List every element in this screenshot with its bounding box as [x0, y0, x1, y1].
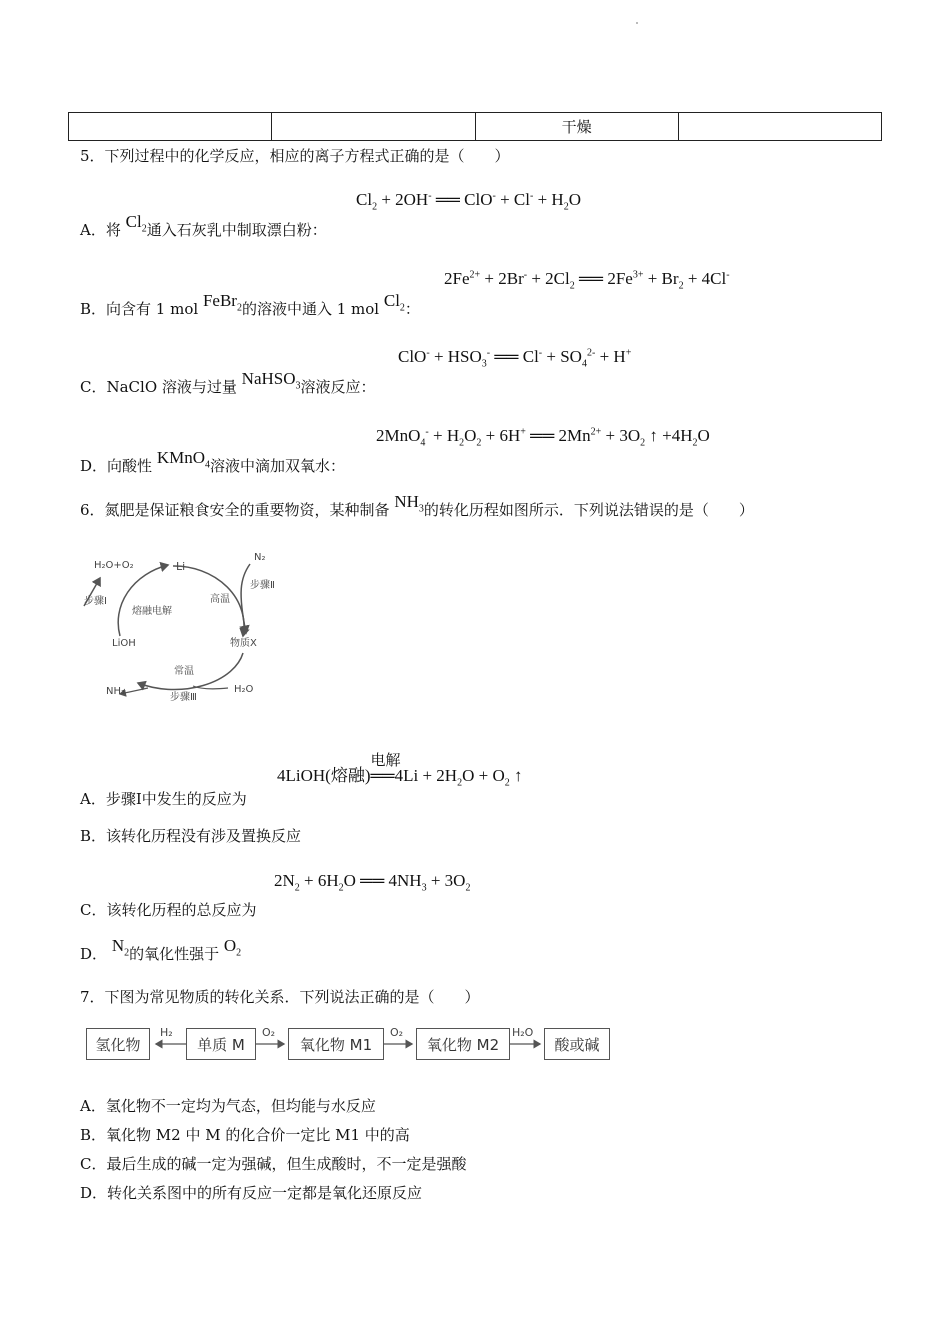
q6-stem-formula	[394, 492, 424, 515]
q5-d-tail: 溶液中滴加双氧水：	[209, 457, 345, 475]
flow-box-element-m: 单质 M	[186, 1028, 256, 1060]
diag-h2o: H₂O	[234, 684, 254, 695]
q5-d-label: D．向酸性	[80, 457, 153, 475]
n2-arrow	[241, 564, 250, 633]
cycle-arc-top-right	[173, 566, 244, 636]
q5-eq-a: $Cl_2 + 2OH^-$ ══ $ClO^- + Cl^- + H_2O$	[356, 190, 581, 213]
q6-stem-formula-text: NH	[394, 492, 419, 511]
flow-box-hydride: 氢化物	[86, 1028, 150, 1060]
diag-li: Li	[176, 560, 186, 573]
diag-step3: 步骤Ⅲ	[170, 692, 197, 703]
q6-eq-a: 4LiOH(熔融) 电解 ══4Li + $2H_2O + O_2$ ↑	[277, 761, 522, 788]
q6-d-formula-sub: 2	[124, 947, 130, 959]
diag-step1: 步骤Ⅰ	[84, 596, 107, 607]
q5-d-formula-sub: 4	[204, 459, 210, 471]
q5-b-mid: 的溶液中通入 1 mol	[241, 300, 380, 318]
q7-option-b: B．氧化物 M2 中 M 的化合价一定比 M1 中的高	[80, 1126, 410, 1144]
q5-b-formula2-sub: 2	[399, 302, 405, 314]
arrow-o2-1-label: O₂	[262, 1026, 276, 1039]
top-table	[68, 112, 882, 141]
flow-box-oxide-m2: 氧化物 M2	[416, 1028, 510, 1060]
q6-option-c: C．该转化历程的总反应为	[80, 901, 257, 919]
diag-wuzhi: 物质X	[230, 638, 257, 649]
q6-stem	[80, 492, 754, 527]
arrow-o2-2-label: O₂	[390, 1026, 404, 1039]
q6-d-label: D．	[80, 945, 108, 963]
diag-gaowen: 高温	[210, 594, 230, 605]
flow-box-acid-base: 酸或碱	[544, 1028, 610, 1060]
q5-option-b	[80, 291, 420, 326]
q5-b-formula-text: FeBr	[202, 291, 237, 310]
q5-c-formula	[241, 369, 301, 392]
diag-lioh: LiOH	[112, 638, 136, 649]
q5-b-tail: ：	[404, 300, 420, 318]
flow-arrows	[150, 1022, 550, 1066]
q6-d-formula2	[223, 936, 242, 959]
q5-option-d	[80, 448, 345, 483]
q5-c-tail: 溶液反应：	[300, 378, 376, 396]
scan-dot	[636, 22, 638, 24]
diag-h2o-o2: H₂O+O₂	[94, 560, 134, 571]
arrow-h2-label: H₂	[160, 1026, 173, 1039]
q5-d-formula	[156, 448, 210, 471]
q6-d-mid: 的氧化性强于	[129, 945, 220, 963]
q5-stem: 5．下列过程中的化学反应，相应的离子方程式正确的是（ ）	[80, 147, 510, 165]
q5-c-formula-text: NaHSO	[241, 369, 296, 388]
diag-n2: N₂	[254, 552, 266, 563]
cycle-arc-left	[118, 565, 168, 636]
q7-option-a: A．氢化物不一定均为气态，但均能与水反应	[80, 1097, 376, 1115]
q6-d-formula-text: N	[111, 936, 125, 955]
q5-option-a	[80, 212, 327, 247]
q5-a-tail: 通入石灰乳中制取漂白粉：	[146, 221, 327, 239]
q5-c-label: C．NaClO 溶液与过量	[80, 378, 237, 396]
q6-eq-arrow: 电解 ══	[371, 766, 395, 786]
q5-b-label: B．向含有 1 mol	[80, 300, 199, 318]
q5-b-formula2	[383, 291, 405, 314]
q5-b-formula2-text: Cl	[383, 291, 400, 310]
q6-eq-label: 电解	[370, 753, 401, 769]
q5-b-formula-sub: 2	[236, 302, 242, 314]
q5-b-formula	[202, 291, 242, 314]
table-cell	[678, 113, 881, 141]
arrow-h2o-label: H₂O	[512, 1026, 534, 1039]
q5-d-formula-text: KMnO	[156, 448, 205, 467]
q7-option-d: D．转化关系图中的所有反应一定都是氧化还原反应	[80, 1184, 423, 1202]
q5-a-label: A．将	[80, 221, 121, 239]
q6-eq-melt: 熔融	[330, 766, 365, 785]
q5-c-formula-sub: 3	[295, 380, 301, 392]
table-cell: 干燥	[475, 113, 678, 141]
q6-cycle-diagram	[78, 548, 298, 713]
q6-d-formula	[111, 936, 130, 959]
q6-d-formula2-sub: 2	[236, 947, 242, 959]
q6-option-b: B．该转化历程没有涉及置换反应	[80, 827, 302, 845]
table-cell	[272, 113, 475, 141]
q6-stem-pre: 6．氮肥是保证粮食安全的重要物资，某种制备	[80, 501, 390, 519]
q5-eq-c: $ClO^- + HSO_3^-$ ══ $Cl^- + SO_4^{2-} + H^+$	[398, 347, 632, 370]
diag-changwen: 常温	[174, 666, 194, 677]
diag-rongrong: 熔融电解	[132, 606, 172, 617]
q7-option-c: C．最后生成的碱一定为强碱，但生成酸时，不一定是强酸	[80, 1155, 467, 1173]
q6-option-d	[80, 936, 242, 971]
q5-a-formula	[125, 212, 147, 235]
q5-eq-b: $2Fe^{2+} + 2Br^- + 2Cl_2$ ══ $2Fe^{3+} + Br_2 + 4Cl^-$	[444, 269, 730, 292]
q6-d-formula2-text: O	[223, 936, 237, 955]
q5-a-formula-sub: 2	[141, 223, 147, 235]
q5-eq-d: $2MnO_4^- + H_2O_2 + 6H^+$ ══ $2Mn^{2+} + 3O_2$ ↑ $+4H_2O$	[376, 426, 710, 449]
q5-option-c	[80, 369, 376, 404]
q5-a-formula-text: Cl	[125, 212, 142, 231]
table-cell	[69, 113, 272, 141]
flow-box-oxide-m1: 氧化物 M1	[288, 1028, 384, 1060]
q6-stem-post: 的转化历程如图所示．下列说法错误的是（ ）	[423, 501, 754, 519]
q6-eq-c: $2N_2 + 6H_2O$ ══ $4NH_3 + 3O_2$	[274, 871, 471, 894]
diag-nh3: NH₃	[106, 686, 126, 697]
q6-option-a: A．步骤Ⅰ中发生的反应为	[80, 790, 247, 808]
q6-stem-formula-sub: 3	[418, 503, 424, 515]
q7-stem: 7．下图为常见物质的转化关系．下列说法正确的是（ ）	[80, 988, 480, 1006]
diag-step2: 步骤Ⅱ	[250, 580, 275, 591]
